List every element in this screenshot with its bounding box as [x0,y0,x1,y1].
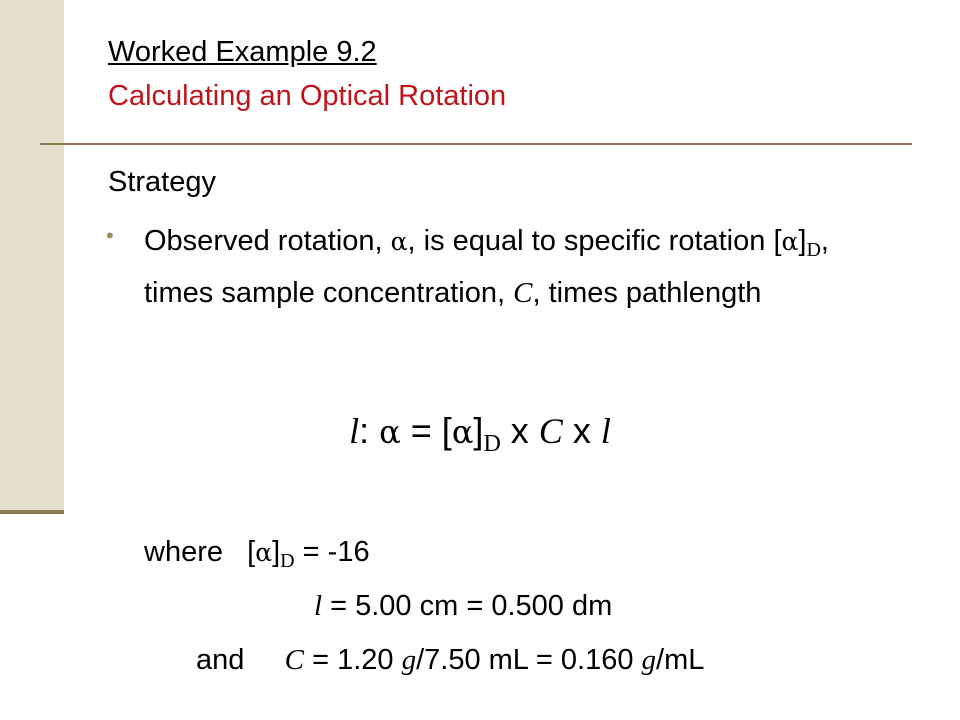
alpha-symbol: α [781,227,799,256]
rotation-formula [0,410,960,458]
bullet-part3: ] [798,225,807,257]
gram-unit: g [641,644,657,676]
subscript-d: D [806,239,821,261]
where-text: where [ [144,536,256,568]
sidebar-edge [0,510,64,514]
bullet-marker: • [106,223,114,248]
bullet-part4: , times sample concentration, [144,225,829,309]
pathlength-symbol: l [314,590,323,622]
pathlength-line [314,590,612,623]
formula-equals: = [ [400,410,452,451]
concentration-symbol: C [538,411,563,451]
section-heading: Strategy [108,166,216,198]
formula-bracket: ] [473,410,484,451]
bracket: ] [272,536,281,568]
subscript-d: D [483,431,501,457]
specific-rotation-value: = -16 [294,536,370,568]
concentration-symbol: C [284,644,305,676]
concentration-part1: = 1.20 [304,644,402,676]
alpha-symbol: α [255,538,273,567]
subscript-d: D [280,550,295,572]
bullet-part2: , is equal to specific rotation [ [407,225,782,257]
bullet-part5: , times pathlength [532,277,762,309]
slide-title: Worked Example 9.2 [108,36,377,68]
pathlength-symbol: l [600,411,611,451]
gram-unit: g [401,644,417,676]
bullet-text [144,220,864,315]
and-text: and [196,644,285,676]
where-line [144,536,370,573]
concentration-part2: /7.50 mL = 0.160 [416,644,642,676]
alpha-symbol: α [379,413,401,451]
title-divider [40,143,912,145]
alpha-symbol: α [390,227,408,256]
formula-colon: : [359,410,380,451]
formula-times: x [500,410,539,451]
concentration-symbol: C [513,277,533,309]
alpha-symbol: α [451,413,474,451]
pathlength-value: = 5.00 cm = 0.500 dm [322,590,613,622]
concentration-part3: /mL [656,644,705,676]
bullet-part1: Observed rotation, [144,225,391,257]
slide-subtitle: Calculating an Optical Rotation [108,80,507,112]
concentration-line [196,644,704,677]
pathlength-symbol: l [349,411,360,451]
formula-times: x [562,410,601,451]
